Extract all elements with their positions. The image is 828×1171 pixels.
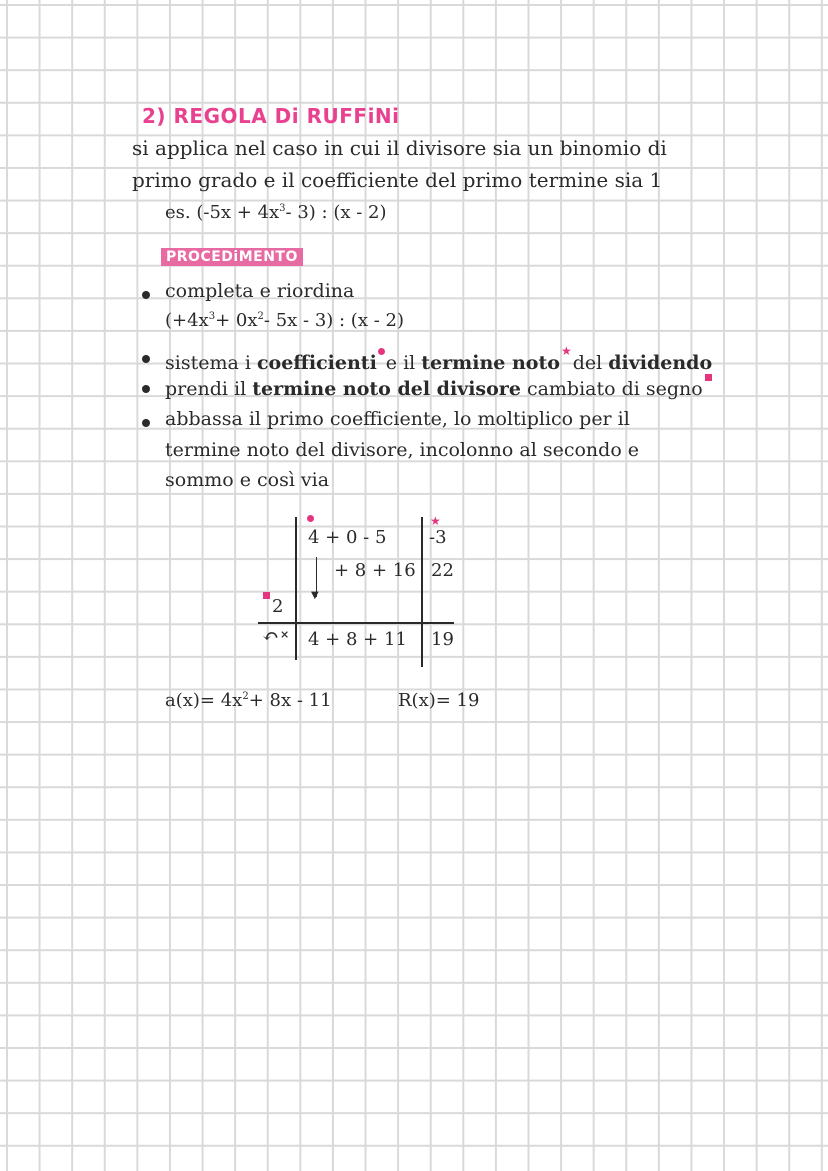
- remainder-result: R(x)= 19: [398, 690, 480, 711]
- step-4-line-1: abbassa il primo coefficiente, lo moltiplico per il: [165, 408, 630, 430]
- row-1-constant: -3: [429, 527, 447, 548]
- step-2: sistema i coefficienti e il termine noto★del dividendo: [165, 344, 713, 374]
- pink-square-icon: [263, 592, 270, 599]
- bullet-icon: [142, 355, 150, 363]
- table-bottom-line: [258, 622, 454, 624]
- step-4-line-2: termine noto del divisore, incolonno al secondo e: [165, 439, 640, 461]
- example-expression: es. ($-5x + 4x^3-$ 3) : (x - 2): [165, 202, 387, 223]
- row-3-remainder: 19: [431, 629, 454, 650]
- curved-arrow-icon: ↶: [262, 624, 279, 648]
- procedure-badge: PROCEDiMENTO: [161, 248, 303, 266]
- pink-square-icon: [705, 374, 712, 381]
- row-3-results: 4 + 8 + 11: [308, 629, 407, 650]
- bullet-icon: [142, 291, 150, 299]
- step-3: prendi il termine noto del divisore cambiato di segno: [165, 374, 712, 400]
- pink-star-icon: ★: [560, 344, 572, 358]
- intro-line-1: si applica nel caso in cui il divisore sia un binomio di: [132, 136, 667, 160]
- section-title: 2) REGOLA Di RUFFiNi: [142, 104, 400, 128]
- step-4-line-3: sommo e così via: [165, 469, 330, 491]
- bullet-icon: [142, 385, 150, 393]
- quotient-result: $a(x)= 4x^2+ 8x - 11$: [165, 690, 332, 711]
- step-1-expression: ($+4x^3+ 0x^2-$ 5x - 3) : (x - 2): [165, 310, 404, 331]
- intro-line-2: primo grado e il coefficiente del primo termine sia 1: [132, 168, 663, 192]
- pink-dot-icon: [307, 515, 314, 522]
- row-2-products: + 8 + 16: [334, 560, 416, 581]
- divisor-value: 2: [272, 596, 284, 617]
- arrowhead-icon: ▼: [311, 590, 319, 601]
- table-left-line: [295, 517, 297, 660]
- pink-star-icon: ★: [430, 514, 441, 528]
- table-right-line: [421, 517, 423, 667]
- pink-dot-icon: [378, 348, 385, 355]
- bullet-icon: [142, 419, 150, 427]
- step-1-line-1: completa e riordina: [165, 280, 355, 302]
- row-1-coefficients: 4 + 0 - 5: [308, 527, 387, 548]
- multiply-mark: ×: [280, 628, 290, 641]
- row-2-constant: 22: [431, 560, 454, 581]
